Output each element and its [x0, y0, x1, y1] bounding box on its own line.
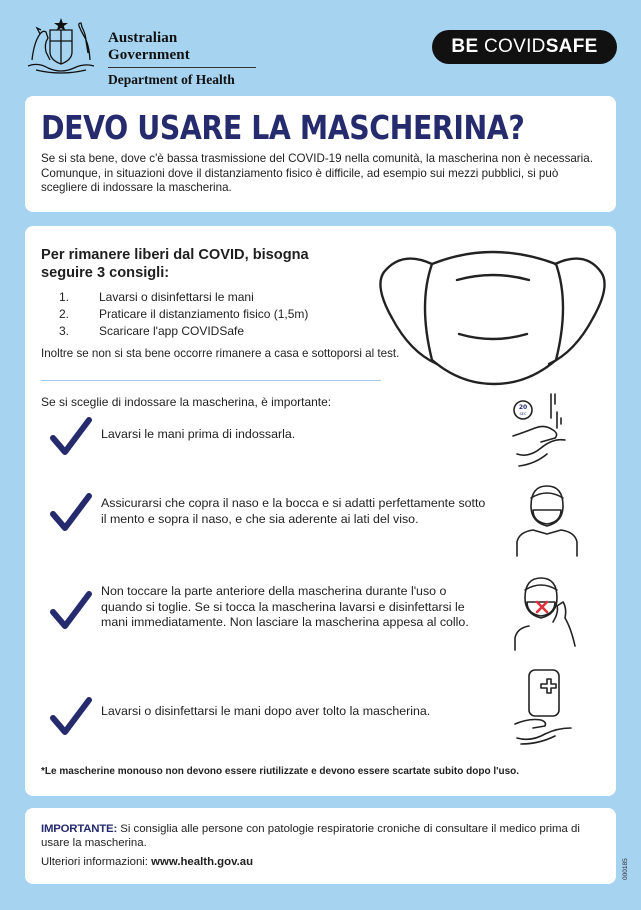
- be-covidsafe-badge: [432, 30, 617, 64]
- intro-card: [25, 96, 616, 212]
- coat-of-arms-icon: [22, 16, 100, 76]
- badge-covid: COVID: [484, 36, 546, 57]
- footnote: *Le mascherine monouso non devono essere riutilizzate e devono essere scartate subito dopo l'uso.: [41, 766, 520, 777]
- step-text: Lavarsi le mani prima di indossarla.: [101, 427, 296, 441]
- step-text: Assicurarsi che copra il naso e la bocca e si adatti perfettamente sotto il mento e sopra il naso, e che sia aderente ai lati del viso.: [101, 496, 486, 526]
- badge-be: BE: [451, 36, 479, 57]
- advice-title: Per rimanere liberi dal COVID, bisogna seguire 3 consigli:: [41, 247, 309, 281]
- tip-text: Scaricare l'app COVIDSafe: [99, 324, 245, 338]
- list-item: [41, 323, 308, 340]
- gov-line1: Australian Government: [108, 30, 256, 68]
- tip-text: Lavarsi o disinfettarsi le mani: [99, 290, 254, 304]
- gov-line2: Department of Health: [108, 72, 235, 87]
- page-title: DEVO USARE LA MASCHERINA?: [41, 108, 525, 147]
- touching-mask-icon: [511, 572, 583, 652]
- step-text: Non toccare la parte anteriore della mascherina durante l'uso o quando si toglie. Se si tocca la mascherina lavarsi e disinfettarsi le mani immediatamente. Non lasciare la mascherina appesa al collo.: [101, 584, 469, 629]
- checkmark-icon: [49, 416, 93, 456]
- header: [0, 0, 641, 90]
- divider: [41, 380, 381, 381]
- checkmark-icon: [49, 696, 93, 736]
- document-code: 000185: [622, 858, 629, 880]
- checkmark-icon: [49, 492, 93, 532]
- badge-safe: SAFE: [545, 36, 598, 57]
- timer-seconds: 20: [518, 404, 528, 411]
- important-card: [25, 808, 616, 884]
- intro-text: Se si sta bene, dove c'è bassa trasmissione del COVID-19 nella comunità, la mascherina non è necessaria. Comunque, in situazioni dove il distanziamento fisico è difficile, ad esempio sui mezzi pubblici, si può scegliere di indossare la mascherina.: [41, 152, 593, 194]
- timer-unit: SEC: [519, 412, 527, 416]
- tip-text: Praticare il distanziamento fisico (1,5m): [99, 307, 309, 321]
- person-wearing-mask-icon: [511, 478, 583, 558]
- steps-lead: Se si sceglie di indossare la mascherina, è importante:: [41, 395, 332, 409]
- important-note: [41, 822, 601, 850]
- tip-number: 1.: [59, 290, 70, 304]
- step-text: Lavarsi o disinfettarsi le mani dopo aver tolto la mascherina.: [101, 704, 431, 718]
- important-text: Si consiglia alle persone con patologie respiratorie croniche di consultare il medico prima di usare la mascherina.: [41, 823, 580, 849]
- important-label: IMPORTANTE:: [41, 823, 118, 835]
- list-item: [41, 289, 308, 306]
- government-wordmark: [108, 30, 256, 88]
- more-info-prefix: Ulteriori informazioni:: [41, 856, 152, 868]
- health-website-link[interactable]: www.health.gov.au: [151, 856, 254, 868]
- tips-list: [41, 289, 308, 340]
- face-mask-illustration: [377, 234, 607, 386]
- more-info: [41, 856, 253, 868]
- hand-washing-icon: [511, 392, 583, 472]
- hand-sanitizer-icon: [511, 666, 583, 746]
- stay-home-note: Inoltre se non si sta bene occorre rimanere a casa e sottoporsi al test.: [41, 347, 400, 360]
- advice-card: [25, 226, 616, 796]
- tip-number: 2.: [59, 307, 70, 321]
- tip-number: 3.: [59, 324, 70, 338]
- checkmark-icon: [49, 590, 93, 630]
- list-item: [41, 306, 308, 323]
